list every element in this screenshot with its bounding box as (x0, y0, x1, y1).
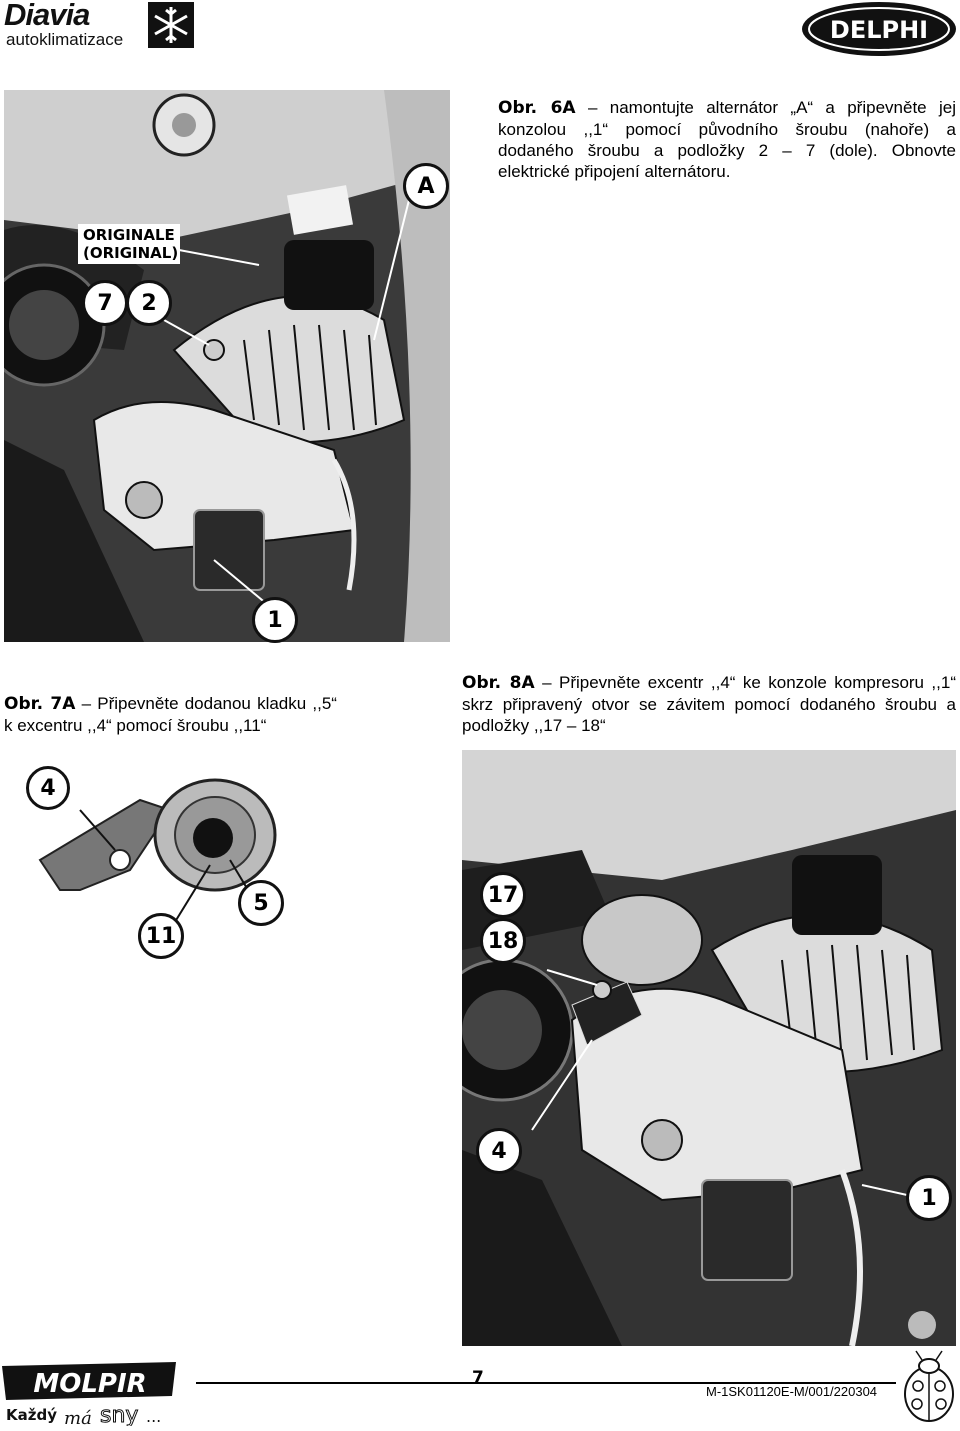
slogan-part4: ... (146, 1407, 162, 1426)
callout-17: 17 (480, 872, 526, 918)
caption-fig7a (4, 693, 337, 736)
callout-1-fig8: 1 (906, 1175, 952, 1221)
callout-4-fig8: 4 (476, 1128, 522, 1174)
photo-fig6a (4, 90, 450, 642)
callout-4-fig7: 4 (26, 766, 70, 810)
molpir-logo (0, 1356, 180, 1426)
caption-dash: – (542, 673, 552, 692)
callout-2: 2 (126, 280, 172, 326)
brand-name: Diavia (4, 0, 90, 32)
ladybug-icon (898, 1348, 960, 1424)
caption-fig6a (498, 97, 956, 182)
callout-5: 5 (238, 880, 284, 926)
original-label-line2: (ORIGINAL) (83, 244, 179, 262)
slogan-part3: sny (100, 1403, 139, 1426)
callout-7: 7 (82, 280, 128, 326)
diavia-logo (0, 0, 200, 52)
caption-fig7a-label: Obr. 7A (4, 694, 76, 714)
photo-fig8a (462, 750, 956, 1346)
document-id: M-1SK01120E-M/001/220304 (706, 1384, 878, 1399)
original-label-line1: ORIGINALE (83, 226, 175, 244)
molpir-logo-text: MOLPIR (33, 1369, 147, 1399)
delphi-logo (800, 0, 958, 58)
caption-fig6a-text: namontujte alternátor „A“ a připevněte jej konzolou ,,1“ pomocí původního šroubu (nahoře) a dodaného šroubu a podložky 2 – 7 (dole). Obnovte elektrické připojení alternátoru. (498, 98, 956, 181)
brand-subtitle: autoklimatizace (6, 30, 124, 49)
caption-fig8a-label: Obr. 8A (462, 673, 535, 693)
caption-dash: – (81, 694, 92, 713)
caption-fig6a-label: Obr. 6A (498, 98, 576, 118)
callout-18: 18 (480, 918, 526, 964)
slogan-part2: má (64, 1408, 92, 1426)
callout-11: 11 (138, 913, 184, 959)
page-number: 7 (472, 1368, 484, 1388)
caption-dash: – (587, 98, 598, 117)
caption-fig8a-text: Připevněte excentr ,,4“ ke konzole kompresoru ,,1“ skrz připravený otvor se závitem pomocí dodaného šroubu a podložky ,,17 – 18“ (462, 673, 956, 735)
callout-A: A (403, 163, 449, 209)
delphi-logo-text: DELPHI (829, 16, 929, 44)
caption-fig7a-text: Připevněte dodanou kladku ,,5“ k excentru ,,4“ pomocí šroubu ,,11“ (4, 694, 337, 735)
caption-fig8a (462, 672, 956, 736)
callout-1-fig6: 1 (252, 597, 298, 643)
original-label-tag (78, 224, 180, 264)
snowflake-icon (148, 2, 194, 48)
slogan-part1: Každý (6, 1406, 57, 1424)
